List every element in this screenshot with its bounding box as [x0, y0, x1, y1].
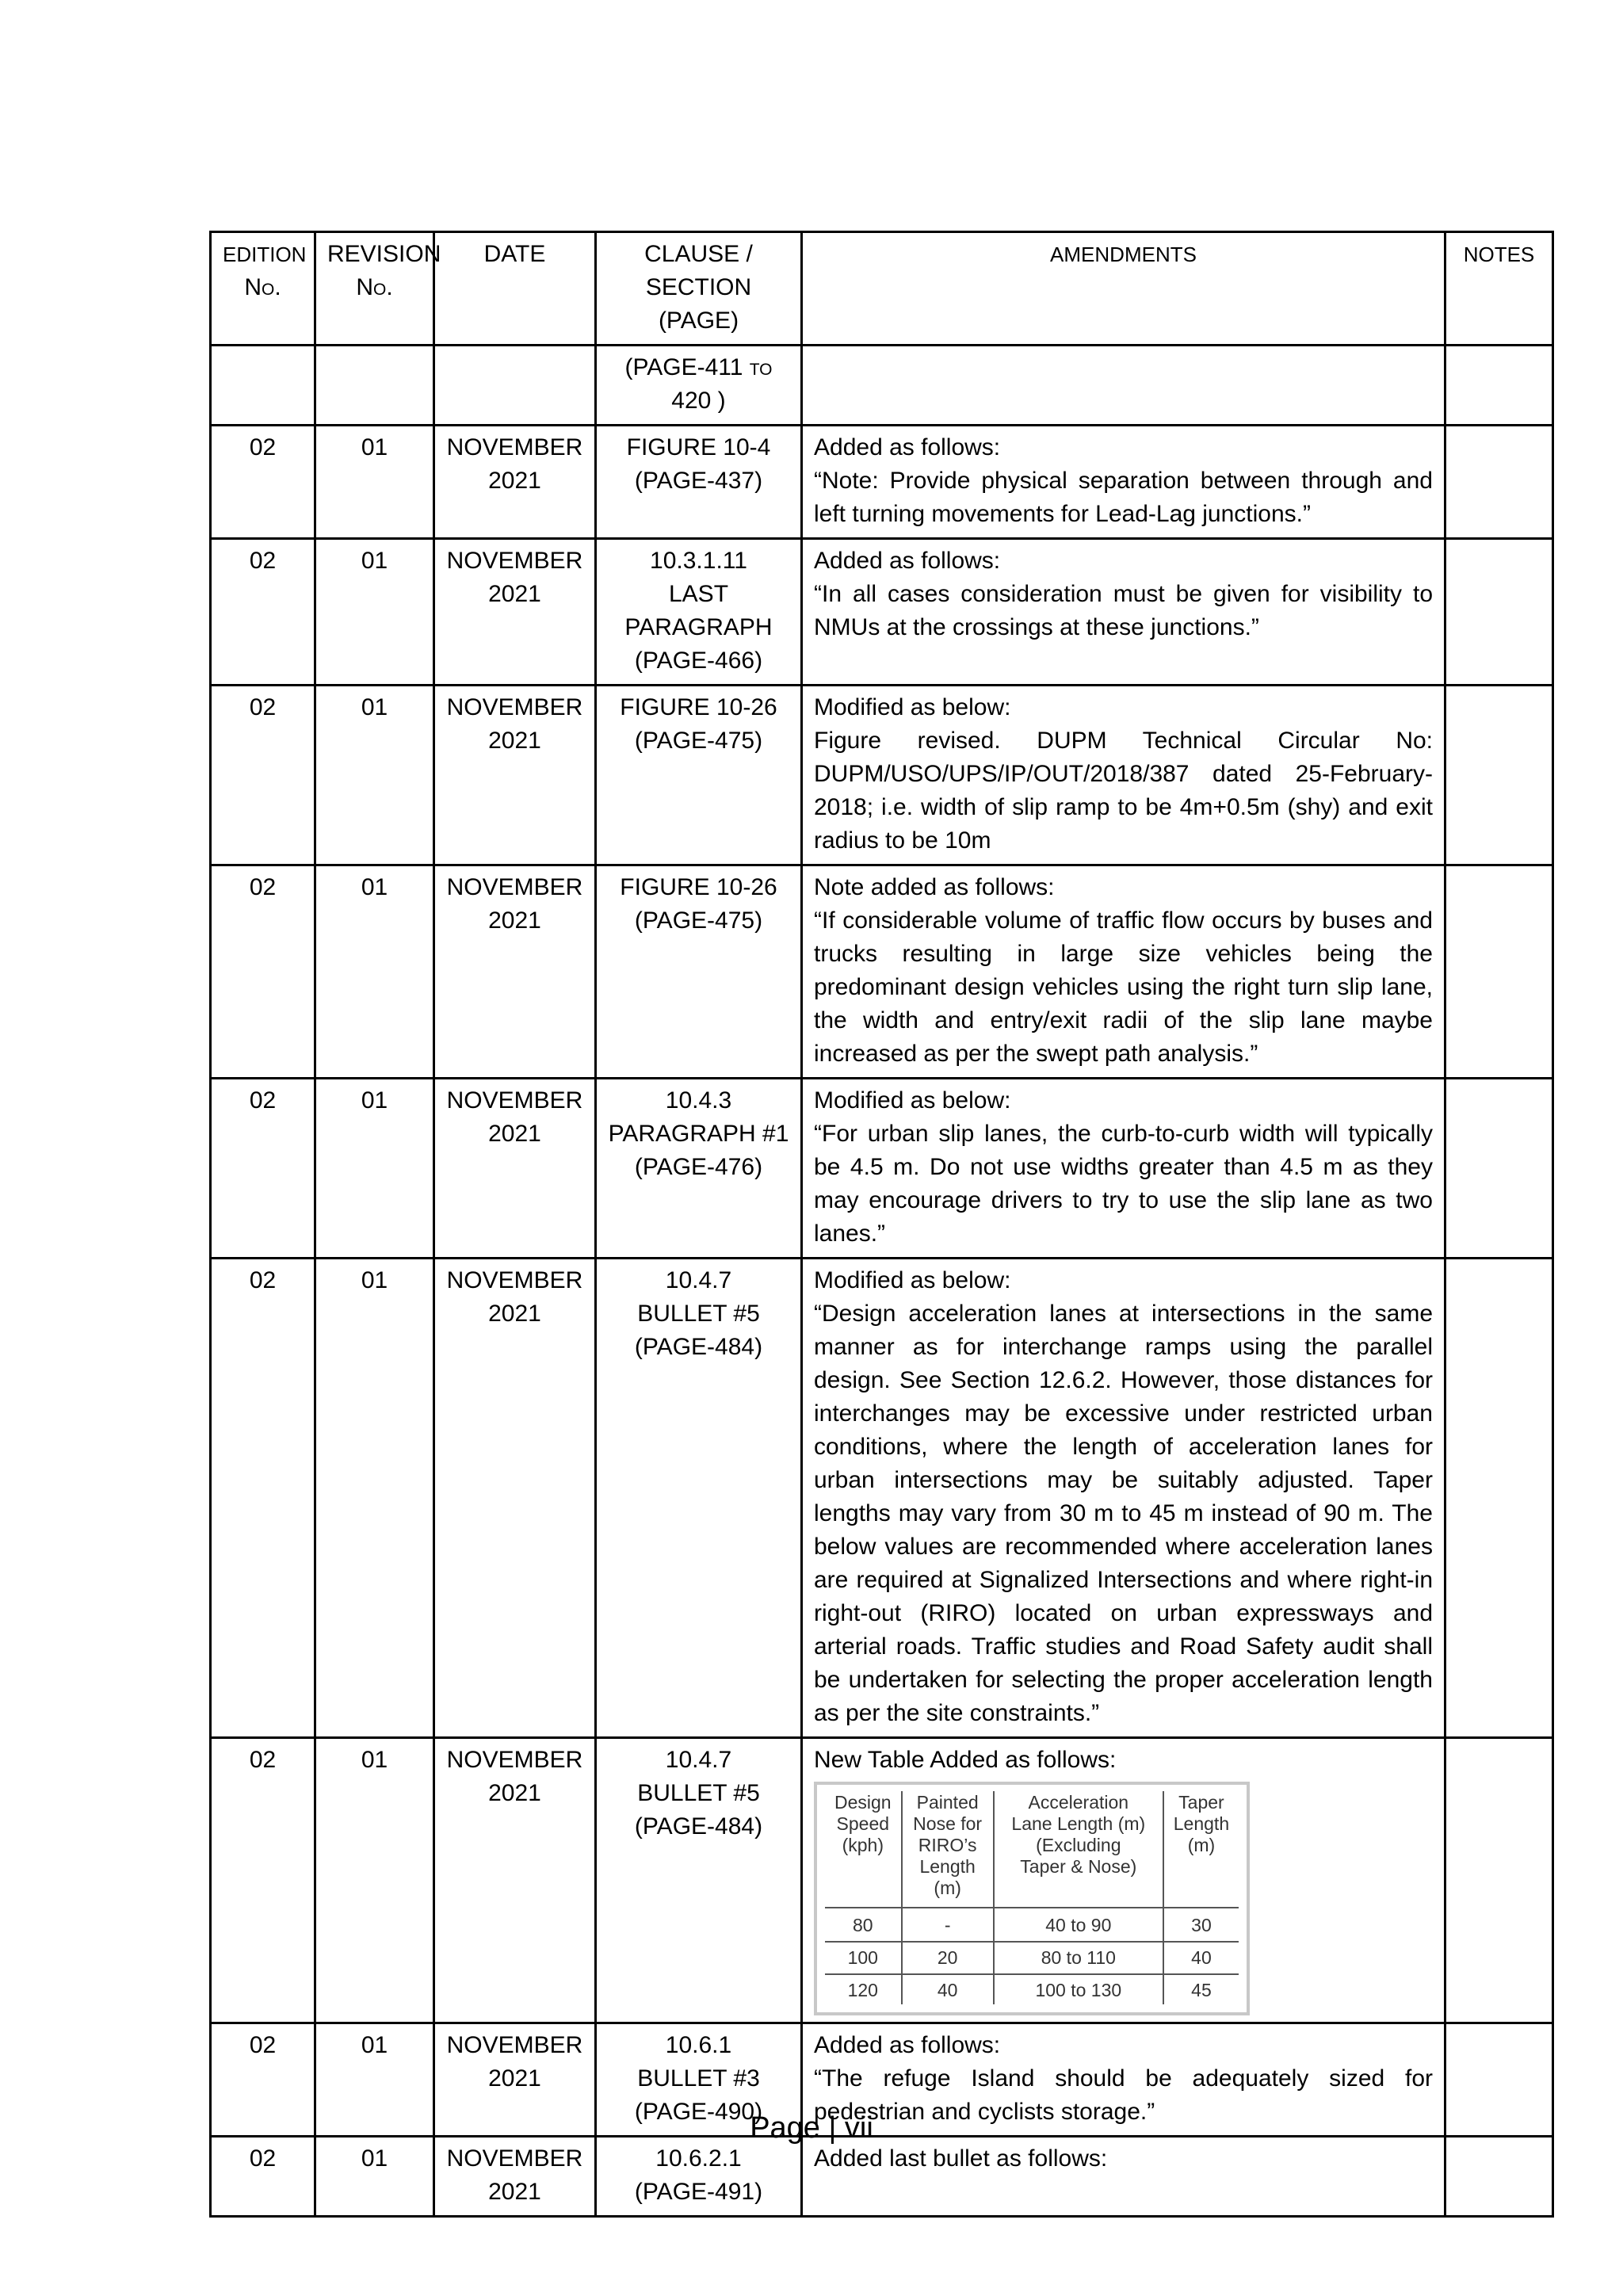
edition-cell	[211, 346, 315, 426]
edition-cell: 02	[211, 865, 315, 1079]
notes-cell	[1445, 346, 1553, 426]
date-cell	[434, 346, 596, 426]
clause-cell	[596, 426, 802, 539]
amendment-intro: Added as follows:	[814, 2032, 1001, 2058]
date-year: 2021	[488, 2179, 541, 2205]
date-month: NOVEMBER	[446, 694, 583, 720]
clause-line: 10.6.2.1	[655, 2145, 742, 2172]
clause-line: (PAGE-490)	[634, 2099, 763, 2125]
clause-cell	[596, 539, 802, 686]
accel-table-header-row	[825, 1791, 1239, 1908]
clause-line: (PAGE-484)	[634, 1813, 763, 1839]
table-row	[211, 1738, 1553, 2023]
header-date-label: DATE	[483, 241, 546, 267]
amendment-text: Figure revised. DUPM Technical Circular No: DUPM/USO/UPS/IP/OUT/2018/387 dated 25-February-2018; i.e. width of slip ramp to be 4m+0.5m (shy) and exit radius to be 10m	[814, 728, 1433, 854]
date-cell	[434, 1738, 596, 2023]
accel-header-line: (Excluding	[1036, 1835, 1121, 1855]
header-amendments-label: AMENDMENTS	[1050, 243, 1197, 266]
amendment-intro: Added last bullet as follows:	[814, 2145, 1108, 2172]
notes-cell	[1445, 539, 1553, 686]
date-month: NOVEMBER	[446, 2032, 583, 2058]
accel-header-line: Design	[834, 1792, 892, 1813]
edition-cell: 02	[211, 1079, 315, 1259]
clause-line: BULLET #5	[637, 1780, 760, 1806]
accel-table-header	[825, 1791, 902, 1908]
clause-cell	[596, 1079, 802, 1259]
accel-header-line: Length	[919, 1856, 976, 1877]
clause-line: 10.4.7	[665, 1747, 732, 1773]
accel-table-cell: 40	[1163, 1942, 1239, 1974]
accel-header-line: Nose for	[913, 1813, 983, 1834]
date-year: 2021	[488, 2065, 541, 2092]
amendment-cell	[802, 1079, 1445, 1259]
date-month: NOVEMBER	[446, 548, 583, 574]
clause-line: (PAGE-466)	[634, 648, 763, 674]
amendment-cell	[802, 2137, 1445, 2217]
clause-line: PARAGRAPH	[624, 614, 773, 640]
amendment-intro: Added as follows:	[814, 434, 1001, 460]
page-number: Page | vii	[750, 2111, 873, 2145]
amendment-intro: Note added as follows:	[814, 874, 1055, 900]
clause-cell	[596, 346, 802, 426]
table-row	[211, 865, 1553, 1079]
table-row	[211, 1259, 1553, 1738]
clause-line: (PAGE-484)	[634, 1334, 763, 1360]
clause-cell	[596, 2137, 802, 2217]
revision-cell: 01	[315, 2023, 434, 2137]
table-row	[211, 346, 1553, 426]
notes-cell	[1445, 1259, 1553, 1738]
accel-table-cell: 45	[1191, 1980, 1212, 2000]
amendment-cell	[802, 1259, 1445, 1738]
edition-cell: 02	[211, 686, 315, 865]
clause-line: 10.4.7	[665, 1267, 732, 1293]
amendments-table	[209, 231, 1554, 2218]
accel-table-cell: 30	[1163, 1908, 1239, 1942]
amendment-text: “In all cases consideration must be given for visibility to NMUs at the crossings at these junctions.”	[814, 581, 1433, 640]
acceleration-lane-table	[825, 1791, 1239, 2004]
date-year: 2021	[488, 1301, 541, 1327]
accel-header-line: (kph)	[842, 1835, 884, 1855]
revision-cell: 01	[315, 539, 434, 686]
accel-header-line: Speed	[836, 1813, 890, 1834]
amendment-cell	[802, 346, 1445, 426]
date-year: 2021	[488, 728, 541, 754]
date-cell	[434, 865, 596, 1079]
accel-table-row	[825, 1942, 1239, 1974]
clause-line: LAST	[668, 581, 729, 607]
date-cell	[434, 539, 596, 686]
date-month: NOVEMBER	[446, 874, 583, 900]
accel-header-line: Taper & Nose)	[1020, 1856, 1137, 1877]
accel-header-line: Acceleration	[1028, 1792, 1129, 1813]
date-month: NOVEMBER	[446, 1087, 583, 1114]
clause-line: (PAGE-475)	[634, 728, 763, 754]
amendment-cell	[802, 865, 1445, 1079]
edition-cell: 02	[211, 1259, 315, 1738]
header-amendments	[802, 232, 1445, 346]
revision-cell: 01	[315, 1738, 434, 2023]
notes-cell	[1445, 2137, 1553, 2217]
clause-line: PARAGRAPH #1	[608, 1121, 789, 1147]
accel-header-line: (m)	[1187, 1835, 1216, 1855]
accel-header-line: Taper	[1178, 1792, 1224, 1813]
edition-cell: 02	[211, 1738, 315, 2023]
clause-cell	[596, 1738, 802, 2023]
accel-header-line: (m)	[934, 1878, 961, 1898]
amendment-cell	[802, 539, 1445, 686]
accel-header-line: RIRO’s	[918, 1835, 977, 1855]
amendment-text: “Note: Provide physical separation between through and left turning movements for Lead-Lag junctions.”	[814, 468, 1433, 527]
date-month: NOVEMBER	[446, 1267, 583, 1293]
header-edition-line1: EDITION	[223, 243, 307, 266]
header-clause-line1: CLAUSE /	[644, 241, 753, 267]
notes-cell	[1445, 1738, 1553, 2023]
revision-cell: 01	[315, 1079, 434, 1259]
accel-table-cell: 20	[902, 1942, 994, 1974]
clause-line: 420 )	[671, 388, 726, 414]
accel-table-row	[825, 1908, 1239, 1942]
amendment-cell	[802, 686, 1445, 865]
accel-header-line: Lane Length (m)	[1011, 1813, 1146, 1834]
table-row	[211, 2137, 1553, 2217]
header-edition-line2: No.	[244, 274, 281, 300]
date-month: NOVEMBER	[446, 434, 583, 460]
clause-line: BULLET #5	[637, 1301, 760, 1327]
accel-table-header	[1163, 1791, 1239, 1908]
accel-table-row	[825, 1974, 1239, 2004]
table-row	[211, 686, 1553, 865]
accel-table-header	[994, 1791, 1163, 1908]
clause-cell	[596, 686, 802, 865]
date-year: 2021	[488, 907, 541, 934]
table-header-row	[211, 232, 1553, 346]
amendment-intro: Added as follows:	[814, 548, 1001, 574]
amendment-text: “If considerable volume of traffic flow occurs by buses and trucks resulting in large size vehicles being the predominant design vehicles using the right turn slip lane, the width and entry/exit radii of the slip lane maybe increased as per the swept path analysis.”	[814, 907, 1433, 1067]
header-notes	[1445, 232, 1553, 346]
table-row	[211, 426, 1553, 539]
clause-line: FIGURE 10-26	[620, 874, 777, 900]
accel-table-cell: 80	[825, 1908, 902, 1942]
amendment-cell	[802, 1738, 1445, 2023]
clause-cell	[596, 1259, 802, 1738]
accel-header-line: Painted	[916, 1792, 979, 1813]
date-year: 2021	[488, 1780, 541, 1806]
header-revision	[315, 232, 441, 346]
header-revision-line2: No.	[356, 274, 393, 300]
notes-cell	[1445, 686, 1553, 865]
amendment-intro: Modified as below:	[814, 1267, 1011, 1293]
clause-line: BULLET #3	[637, 2065, 760, 2092]
clause-line: 10.6.1	[665, 2032, 732, 2058]
edition-cell: 02	[211, 539, 315, 686]
amendment-text: “For urban slip lanes, the curb-to-curb width will typically be 4.5 m. Do not use widths greater than 4.5 m as they may encourage drivers to try to use the slip lane as two lanes.”	[814, 1121, 1433, 1247]
accel-table-cell: 100	[825, 1942, 902, 1974]
amendment-text: “Design acceleration lanes at intersections in the same manner as for interchange ramps using the parallel design. See Section 12.6.2. However, those distances for interchanges may be excessive under restricted urban conditions, where the length of acceleration lanes for urban intersections may be suitably adjusted. Taper lengths may vary from 30 m to 45 m instead of 90 m. The below values are recommended where acceleration lanes are required at Signalized Intersections and where right-in right-out (RIRO) located on urban expressways and arterial roads. Traffic studies and Road Safety audit shall be undertaken for selecting the proper acceleration length as per the site constraints.”	[814, 1301, 1433, 1726]
clause-line: FIGURE 10-26	[620, 694, 777, 720]
accel-table-cell: 100 to 130	[994, 1974, 1163, 2004]
amendments-body	[211, 346, 1553, 2217]
clause-line: (PAGE-491)	[634, 2179, 763, 2205]
header-notes-label: NOTES	[1463, 243, 1535, 266]
clause-line: (PAGE-475)	[634, 907, 763, 934]
amendment-text: “The refuge Island should be adequately sized for pedestrian and cyclists storage.”	[814, 2065, 1433, 2125]
accel-table-cell: 40 to 90	[994, 1908, 1163, 1942]
accel-header-line: Length	[1173, 1813, 1230, 1834]
acceleration-lane-table-image	[814, 1782, 1250, 2015]
header-edition	[211, 232, 315, 346]
revision-cell: 01	[315, 686, 434, 865]
accel-table-cell: 80 to 110	[994, 1942, 1163, 1974]
accel-table-cell: 120	[825, 1974, 902, 2004]
revision-cell: 01	[315, 426, 434, 539]
clause-line: FIGURE 10-4	[626, 434, 771, 460]
notes-cell	[1445, 426, 1553, 539]
date-cell	[434, 686, 596, 865]
clause-line: 10.3.1.11	[650, 548, 747, 574]
date-cell	[434, 426, 596, 539]
amendment-intro: Modified as below:	[814, 1087, 1011, 1114]
edition-cell: 02	[211, 426, 315, 539]
notes-cell	[1445, 865, 1553, 1079]
date-cell	[434, 1079, 596, 1259]
clause-line: 10.4.3	[665, 1087, 732, 1114]
accel-table-header	[902, 1791, 994, 1908]
table-row	[211, 539, 1553, 686]
table-row	[211, 1079, 1553, 1259]
accel-table-cell: -	[902, 1908, 994, 1942]
amendment-intro: New Table Added as follows:	[814, 1747, 1117, 1773]
notes-cell	[1445, 1079, 1553, 1259]
date-month: NOVEMBER	[446, 1747, 583, 1773]
clause-line: (PAGE-476)	[634, 1154, 763, 1180]
header-revision-line1: REVISION	[327, 241, 441, 267]
amendment-intro: Modified as below:	[814, 694, 1011, 720]
date-month: NOVEMBER	[446, 2145, 583, 2172]
edition-cell: 02	[211, 2023, 315, 2137]
revision-cell	[315, 346, 434, 426]
header-date	[434, 232, 596, 346]
date-cell	[434, 1259, 596, 1738]
accel-table-cell: 40	[902, 1974, 994, 2004]
revision-cell: 01	[315, 2137, 434, 2217]
header-clause	[596, 232, 802, 346]
edition-cell: 02	[211, 2137, 315, 2217]
date-year: 2021	[488, 581, 541, 607]
header-clause-line2: SECTION (PAGE)	[645, 274, 752, 334]
date-cell	[434, 2137, 596, 2217]
clause-line: (PAGE-437)	[634, 468, 763, 494]
revision-cell: 01	[315, 865, 434, 1079]
date-year: 2021	[488, 1121, 541, 1147]
revision-cell: 01	[315, 1259, 434, 1738]
clause-cell	[596, 865, 802, 1079]
clause-line: (PAGE-411 to	[624, 354, 773, 380]
date-year: 2021	[488, 468, 541, 494]
amendment-cell	[802, 426, 1445, 539]
